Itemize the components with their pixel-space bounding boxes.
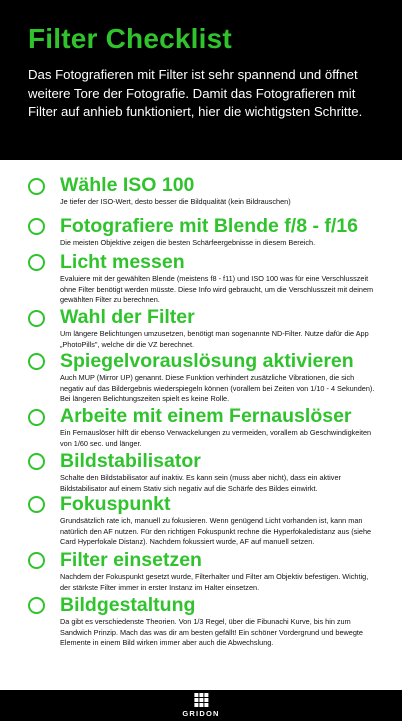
item-desc: Grundsätzlich rate ich, manuell zu fokusieren. Wenn genügend Licht vorhanden ist, kann man natürlich den AF nutzen. Für den richtigen Fokuspunkt rechne die Hyperfokaledistanz aus (siehe Card Hyperfokale Distanz). Nachdem fokussiert wurde, AF auf manuell setzen. xyxy=(60,516,372,547)
item-desc: Da gibt es verschiedenste Theorien. Von 1/3 Regel, über die Fibunachi Kurve, bis hin zum Sandwich Prinzip. Mach das was dir am besten gefällt! Ein schöner Vordergrund und bewegte Elemente in einem Bild wirken immer aber auch die Abwechslung. xyxy=(60,617,363,648)
checklist-item[interactable] xyxy=(28,493,378,549)
checkbox-circle-icon[interactable] xyxy=(28,254,45,271)
brand-logo[interactable] xyxy=(182,693,219,718)
checkbox-circle-icon[interactable] xyxy=(28,178,45,195)
item-title: Wahl der Filter xyxy=(60,306,195,328)
item-desc: Schalte den Bildstabilisator auf inaktiv. Es kann sein (muss aber nicht), dass ein aktiver Bildstabilisator auf einem Stativ sich negativ auf die Schärfe des Bildes einwirkt. xyxy=(60,473,341,493)
checkbox-circle-icon[interactable] xyxy=(28,353,45,370)
item-title: Fotografiere mit Blende f/8 - f/16 xyxy=(60,215,358,237)
checkbox-circle-icon[interactable] xyxy=(28,496,45,513)
header-section xyxy=(0,0,402,160)
item-title: Spiegelvorauslösung aktivieren xyxy=(60,350,354,372)
checkbox-circle-icon[interactable] xyxy=(28,310,45,327)
item-title: Fokuspunkt xyxy=(60,493,171,515)
item-desc: Ein Fernauslöser hilft dir ebenso Verwackelungen zu vermeiden, vorallem ab Geschwindigkeiten von 1/60 sec. und länger. xyxy=(60,428,372,448)
checkbox-circle-icon[interactable] xyxy=(28,218,45,235)
checkbox-circle-icon[interactable] xyxy=(28,552,45,569)
item-title: Licht messen xyxy=(60,251,185,273)
checklist-item[interactable] xyxy=(28,450,378,493)
item-title: Arbeite mit einem Fernauslöser xyxy=(60,405,352,427)
checklist-item[interactable] xyxy=(28,350,378,405)
checklist xyxy=(0,160,402,648)
item-desc: Nachdem der Fokuspunkt gesetzt wurde, Filterhalter und Filter am Objektiv befestigen. Wichtig, der stärkste Filter immer in erster Instanz im Halter einsetzen. xyxy=(60,572,369,592)
checklist-item[interactable] xyxy=(28,306,378,350)
checklist-item[interactable] xyxy=(28,174,378,215)
item-title: Bildgestaltung xyxy=(60,594,196,616)
checklist-item[interactable] xyxy=(28,594,378,648)
item-desc: Die meisten Objektive zeigen die besten Schärfeergebnisse in diesem Bereich. xyxy=(60,238,316,247)
intro-text: Das Fotografieren mit Filter ist sehr spannend und öffnet weitere Tore der Fotografie. Damit das Fotografieren mit Filter auf anhieb funktioniert, hier die wichtigsten Schritte. xyxy=(28,67,363,119)
item-title: Filter einsetzen xyxy=(60,549,202,571)
footer-bar xyxy=(0,690,402,721)
item-desc: Um längere Belichtungen umzusetzen, benötigt man sogenannte ND-Filter. Nutze dafür die App „PhotoPills", welche dir die VZ berechnet. xyxy=(60,329,369,349)
checklist-item[interactable] xyxy=(28,405,378,450)
checkbox-circle-icon[interactable] xyxy=(28,453,45,470)
checklist-item[interactable] xyxy=(28,215,378,251)
grid-logo-icon xyxy=(194,693,208,707)
checkbox-circle-icon[interactable] xyxy=(28,597,45,614)
item-desc: Auch MUP (Mirror UP) genannt. Diese Funktion verhindert zusätzliche Vibrationen, die sich negativ auf das Bildergebnis wiederspiegeln können (vorallem bei Zeiten von 1/10 - 4 Sekunden). Bei längeren Belichtungszeiten spielt es keine Rolle. xyxy=(60,373,375,404)
brand-name: GRIDON xyxy=(182,709,220,718)
item-desc: Je tiefer der ISO-Wert, desto besser die Bildqualität (kein Bildrauschen) xyxy=(60,197,291,206)
page-title: Filter Checklist xyxy=(28,23,232,54)
checkbox-circle-icon[interactable] xyxy=(28,409,45,426)
item-title: Wähle ISO 100 xyxy=(60,174,195,196)
checklist-item[interactable] xyxy=(28,549,378,594)
item-title: Bildstabilisator xyxy=(60,450,201,472)
checklist-item[interactable] xyxy=(28,251,378,306)
item-desc: Evaluiere mit der gewählten Blende (meistens f8 - f11) und ISO 100 was für eine Verschlusszeit ohne Filter benötigt werden müsste. Diese Info wird gebraucht, um die Verschlusszeit mit deinem gewählten Filter zu berechnen. xyxy=(60,274,374,305)
